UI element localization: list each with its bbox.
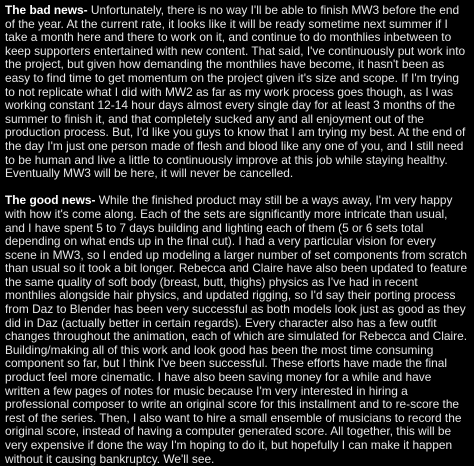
paragraph-spacer [5, 181, 469, 195]
bad-news-paragraph [5, 4, 469, 181]
good-news-heading: The good news- [5, 193, 96, 208]
bad-news-body: Unfortunately, there is no way I'll be able to finish MW3 before the end of the year. At the current rate, it looks like it will be ready sometime next summer if I take a month here and there to work on it, and continue to do monthlies inbetween to keep supporters entertained with new content. That said, I've continuously put work into the project, but given how demanding the monthlies have become, it hasn't been as easy to find time to get momentum on the project given it's size and scope. If I'm trying to not replicate what I did with MW2 as far as my work process goes though, as I was working constant 12-14 hour days almost every single day for at least 3 months of the summer to finish it, and that completely sucked any and all enjoyment out of the production process. But, I'd like you guys to know that I am trying my best. At the end of the day I'm just one person made of flesh and blood like any one of you, and I still need to be human and live a little to continuously improve at this job while staying healthy. Eventually MW3 will be here, it will never be cancelled. [5, 3, 466, 181]
bad-news-heading: The bad news- [5, 3, 88, 17]
good-news-body: While the finished product may still be a ways away, I'm very happy with how it's come along. Each of the sets are significantly more intricate than usual, and I have spent 5 to 7 days building and lighting each of them (5 or 6 sets total depending on what ends up in the final cut). I had a very particular vision for every scene in MW3, so I ended up modeling a larger number of set components from scratch than usual so it took a bit longer. Rebecca and Claire have also been updated to feature the same quality of soft body (breast, butt, thighs) physics as I've had in recent monthlies alongside hair physics, and updated rigging, so I'd say their porting process from Daz to Blender has been very successful as both models look just as good as they did in Daz (actually better in certain regards). Every character also has a few outfit changes throughout the animation, each of which are simulated for Rebecca and Claire. Building/making all of this work and look good has been the most time consuming component so far, but I think I've been successful. These efforts have made the final product feel more cinematic. I have also been saving money for a while and have written a few pages of notes for music because I'm very interested in hiring a professional composer to write an original score for this installment and to re-score the rest of the series. Then, I also want to hire a small ensemble of musicians to record the original score, instead of having a computer generated score. All together, this will be very expensive if done the way I'm hoping to do it, but hopefully I can make it happen without it causing bankruptcy. We'll see. [5, 193, 468, 466]
good-news-paragraph [5, 194, 469, 466]
